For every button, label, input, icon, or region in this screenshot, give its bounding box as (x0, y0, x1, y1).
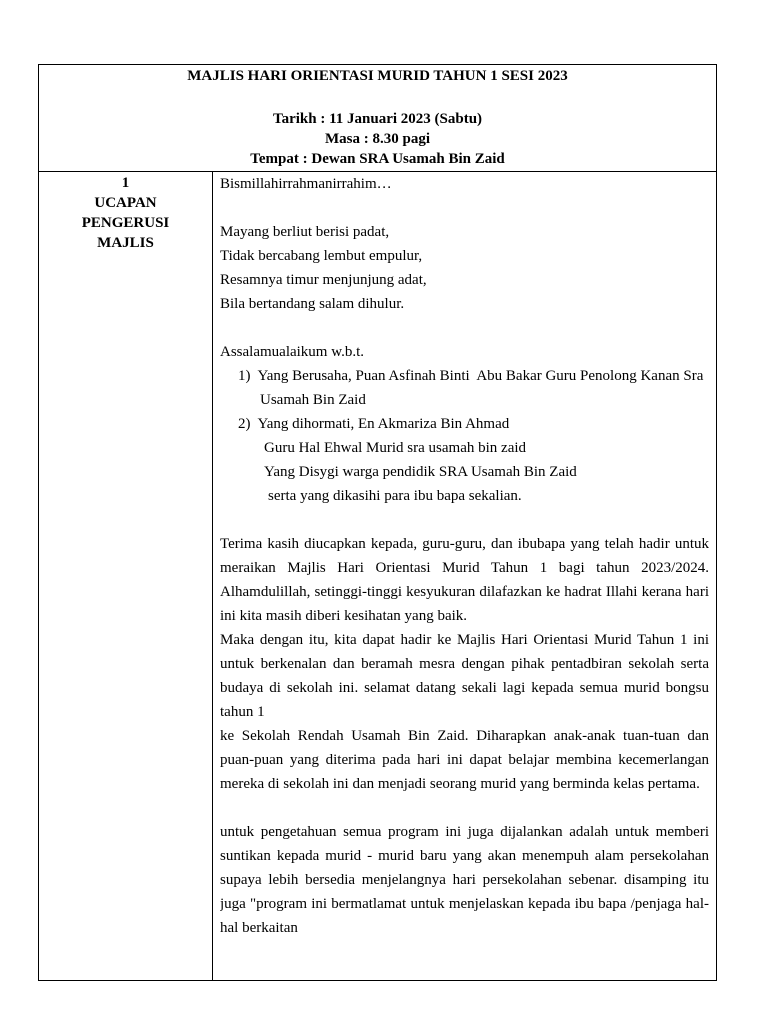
section-label-line: UCAPAN (94, 195, 157, 211)
pantun-line: Resamnya timur menjunjung adat, (220, 272, 427, 288)
speech-paragraph: Maka dengan itu, kita dapat hadir ke Majlis Hari Orientasi Murid Tahun 1 ini untuk berkenalan dan beramah mesra dengan pihak pentadbiran sekolah serta budaya di sekolah ini. selamat datang sekali lagi kepada semua murid bongsu tahun 1 (220, 632, 709, 720)
speech-paragraph: Terima kasih diucapkan kepada, guru-guru, dan ibubapa yang telah hadir untuk meraikan Majlis Hari Orientasi Murid Tahun 1 bagi tahun 2023/2024. Alhamdulillah, setinggi-tinggi kesyukuran dilafazkan ke hadrat Illahi kerana hari ini kita masih diberi kesihatan yang baik. (220, 536, 709, 624)
honoree-continuation: Yang Disygi warga pendidik SRA Usamah Bin Zaid (264, 464, 577, 480)
event-time: Masa : 8.30 pagi (325, 131, 430, 147)
program-table (38, 64, 717, 981)
section-label-line: PENGERUSI (81, 215, 170, 231)
honoree-continuation: Guru Hal Ehwal Murid sra usamah bin zaid (264, 440, 527, 456)
document-title: MAJLIS HARI ORIENTASI MURID TAHUN 1 SESI 2023 (187, 68, 568, 84)
pantun-line: Bila bertandang salam dihulur. (220, 296, 405, 312)
header-cell (39, 65, 716, 172)
section-label-line: MAJLIS (97, 235, 154, 251)
opening-line: Bismillahirrahmanirrahim… (220, 176, 392, 192)
pantun-line: Mayang berliut berisi padat, (220, 224, 390, 240)
honoree-list-item: 1) Yang Berusaha, Puan Asfinah Binti Abu Bakar Guru Penolong Kanan Sra Usamah Bin Zaid (238, 368, 704, 408)
pantun-line: Tidak bercabang lembut empulur, (220, 248, 423, 264)
section-label-cell (39, 172, 213, 980)
greeting-line: Assalamualaikum w.b.t. (220, 344, 365, 360)
speech-paragraph: ke Sekolah Rendah Usamah Bin Zaid. Diharapkan anak-anak tuan-tuan dan puan-puan yang diterima pada hari ini dapat belajar membina kecemerlangan mereka di sekolah ini dan menjadi seorang murid yang berminda kelas pertama. (220, 728, 709, 792)
speech-content-cell (220, 172, 709, 980)
honoree-list-item: 2) Yang dihormati, En Akmariza Bin Ahmad (238, 416, 510, 432)
honoree-continuation: serta yang dikasihi para ibu bapa sekalian. (268, 488, 522, 504)
event-venue: Tempat : Dewan SRA Usamah Bin Zaid (250, 151, 505, 167)
section-number: 1 (121, 175, 130, 191)
event-date: Tarikh : 11 Januari 2023 (Sabtu) (272, 111, 483, 127)
speech-paragraph: untuk pengetahuan semua program ini juga dijalankan adalah untuk memberi suntikan kepada murid - murid baru yang akan menempuh alam persekolahan supaya lebih bersedia menjelangnya hari persekolahan sebenar. disamping itu juga "program ini bermatlamat untuk menjelaskan kepada ibu bapa /penjaga hal-hal berkaitan (220, 824, 709, 936)
